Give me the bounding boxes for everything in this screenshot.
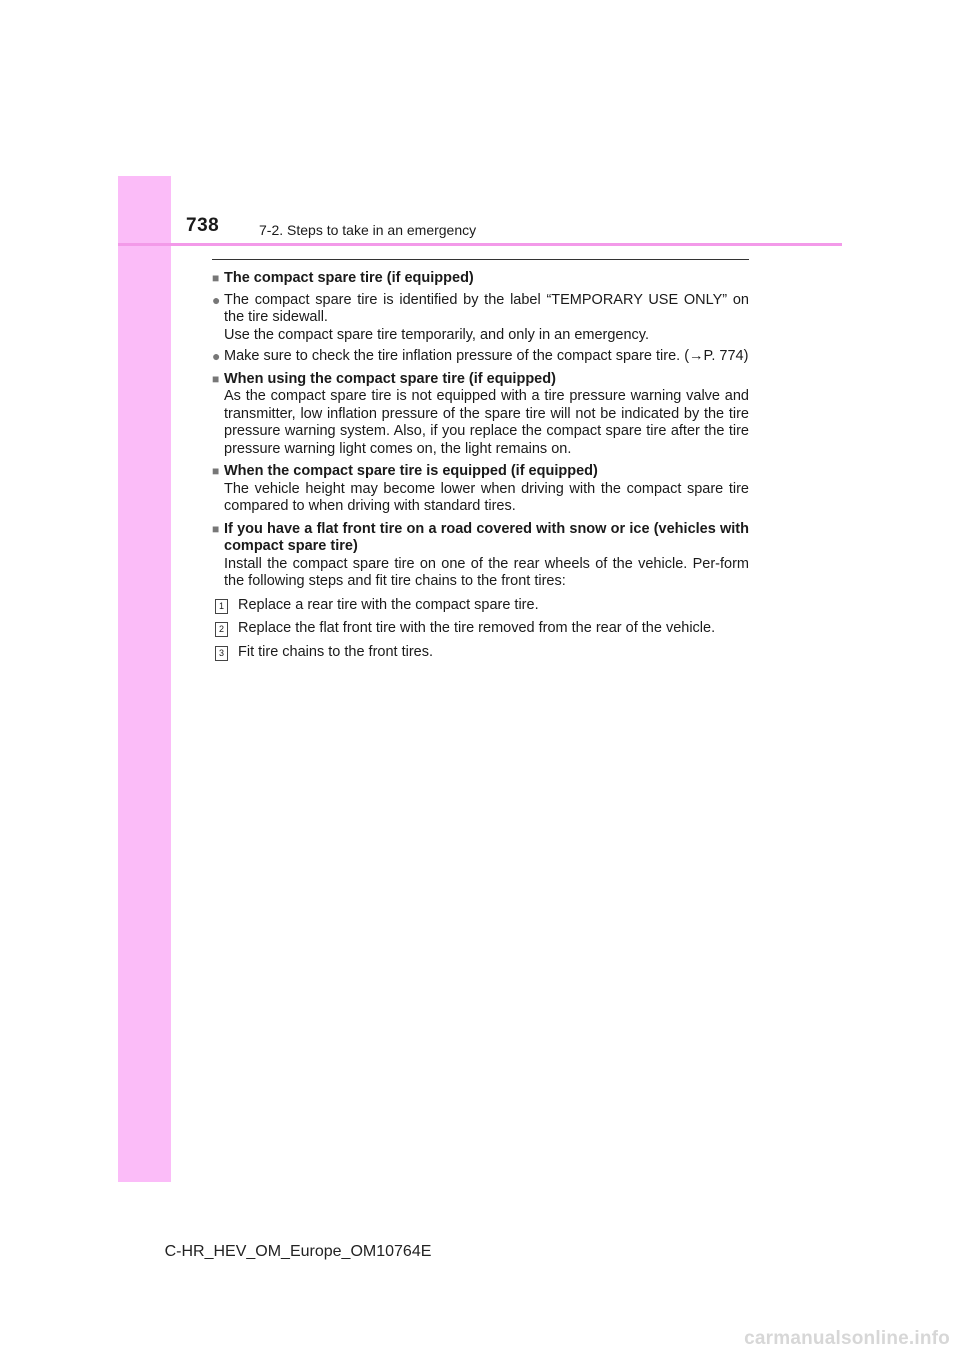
- watermark: carmanualsonline.info: [744, 1328, 950, 1349]
- circle-bullet-icon: ●: [212, 291, 221, 308]
- document-id: C-HR_HEV_OM_Europe_OM10764E: [164, 1243, 432, 1260]
- square-bullet-icon: ■: [212, 464, 220, 478]
- page-number: 738: [186, 215, 220, 236]
- step-item: 2 Replace the flat front tire with the tire removed from the rear of the vehicle.: [215, 620, 749, 638]
- page-content: [212, 265, 749, 661]
- square-bullet-icon: ■: [212, 371, 220, 386]
- section-heading: ■ The compact spare tire (if equipped): [212, 270, 474, 286]
- chapter-sidebar-tab: [118, 176, 171, 1182]
- step-item: 1 Replace a rear tire with the compact spare tire.: [215, 597, 749, 615]
- footer: [0, 1243, 960, 1261]
- step-number-box: 3: [215, 646, 228, 661]
- section-heading: ■ If you have a flat front tire on a road covered with snow or ice (vehicles with compact spare tire): [212, 520, 749, 554]
- step-number-box: 1: [215, 599, 228, 614]
- section-heading: ■ When using the compact spare tire (if equipped): [212, 370, 556, 387]
- paragraph: Install the compact spare tire on one of the rear wheels of the vehicle. Per-form the following steps and fit tire chains to the front tires:: [224, 555, 749, 589]
- list-item: ● Make sure to check the tire inflation pressure of the compact spare tire. (→P. 774): [212, 348, 749, 364]
- paragraph: The vehicle height may become lower when driving with the compact spare tire compared to when driving with standard tires.: [224, 480, 749, 514]
- paragraph: As the compact spare tire is not equipped with a tire pressure warning valve and transmitter, low inflation pressure of the spare tire will not be indicated by the tire pressure warning system. Also, if you replace the compact spare tire after the tire pressure warning light comes on, the light remains on.: [224, 388, 749, 457]
- section-heading: ■ When the compact spare tire is equipped (if equipped): [212, 463, 598, 479]
- header-rule: [118, 243, 842, 246]
- circle-bullet-icon: ●: [212, 348, 221, 364]
- square-bullet-icon: ■: [212, 271, 220, 285]
- step-item: 3 Fit tire chains to the front tires.: [215, 644, 749, 662]
- section-title: 7-2. Steps to take in an emergency: [259, 222, 477, 238]
- content-divider: [212, 259, 749, 260]
- step-number-box: 2: [215, 622, 228, 637]
- list-item: ● The compact spare tire is identified by the label “TEMPORARY USE ONLY” on the tire sidewall. Use the compact spare tire temporarily, and only in an emergency.: [212, 291, 749, 343]
- square-bullet-icon: ■: [212, 521, 220, 536]
